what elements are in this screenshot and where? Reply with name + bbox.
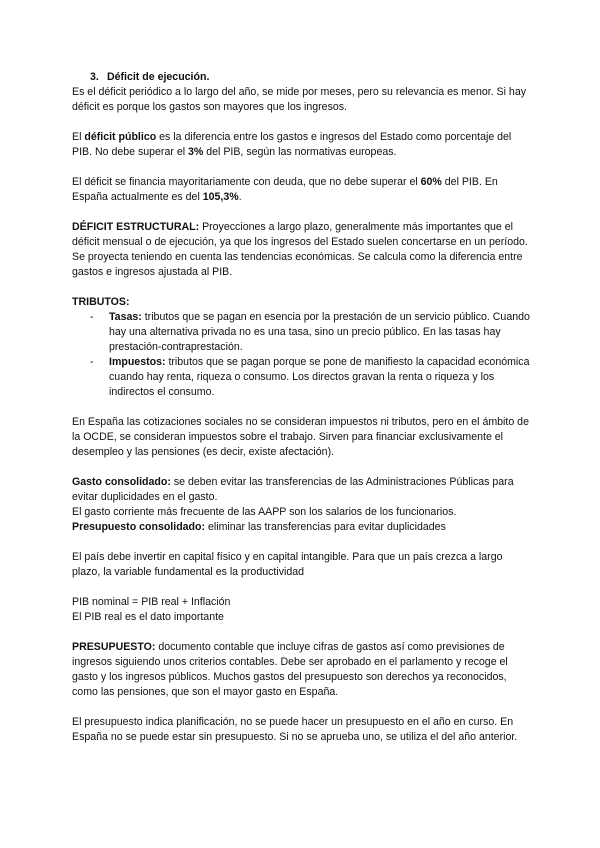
text: El déficit se financia mayoritariamente con deuda, que no debe superar el bbox=[72, 176, 421, 188]
term-tasas: Tasas: bbox=[109, 311, 142, 323]
paragraph-deficit-publico bbox=[72, 130, 532, 160]
term-deficit-estructural: DÉFICIT ESTRUCTURAL: bbox=[72, 221, 200, 233]
section-heading bbox=[72, 70, 532, 85]
paragraph-gasto-consolidado bbox=[72, 475, 532, 505]
value-105-percent: 105,3% bbox=[202, 191, 239, 203]
paragraph-capital: El país debe invertir en capital físico y en capital intangible. Para que un país crezca a largo plazo, la variable fundamental es la productividad bbox=[72, 551, 503, 578]
text: documento contable que incluye cifras de gastos así como previsiones de ingresos siguiendo unos criterios contables. Debe ser aprobado en el parlamento y recoge el gasto y los ingresos públicos. Muchos gastos del presupuesto son derechos ya reconocidos, como las pensiones, que son el mayor gasto en España. bbox=[72, 641, 508, 698]
text: eliminar las transferencias para evitar duplicidades bbox=[205, 521, 446, 533]
list-item-impuestos bbox=[72, 355, 532, 400]
term-presupuesto-consolidado: Presupuesto consolidado: bbox=[72, 521, 206, 533]
text: tributos que se pagan porque se pone de manifiesto la capacidad económica cuando hay renta, riqueza o consumo. Los directos gravan la renta o riqueza y los indirectos el consumo. bbox=[109, 356, 530, 398]
term-tributos: TRIBUTOS: bbox=[72, 296, 130, 308]
text: . bbox=[238, 191, 242, 203]
paragraph-financiacion bbox=[72, 175, 532, 205]
section-title: Déficit de ejecución. bbox=[106, 71, 210, 83]
paragraph-planificacion: El presupuesto indica planificación, no se puede hacer un presupuesto en el año en curso. En España no se puede estar sin presupuesto. Si no se aprueba uno, se utiliza el del año anterior. bbox=[72, 716, 518, 743]
dash-bullet-icon: - bbox=[90, 311, 94, 323]
text: del PIB. En España actualmente es del bbox=[72, 176, 498, 203]
paragraph-presupuesto-consolidado bbox=[72, 520, 532, 535]
pib-formula: PIB nominal = PIB real + Inflación bbox=[72, 596, 231, 608]
term-gasto-consolidado: Gasto consolidado: bbox=[72, 476, 171, 488]
paragraph-cotizaciones: En España las cotizaciones sociales no se consideran impuestos ni tributos, pero en el ámbito de la OCDE, se consideran impuestos sobre el trabajo. Sirven para financiar exclusivamente el desempleo y las pensiones (es decir, existe afectación). bbox=[72, 416, 529, 458]
text: se deben evitar las transferencias de las Administraciones Públicas para evitar duplicidades en el gasto. bbox=[72, 476, 514, 503]
term-impuestos: Impuestos: bbox=[109, 356, 166, 368]
value-60-percent: 60% bbox=[420, 176, 442, 188]
term-deficit-publico: déficit público bbox=[84, 131, 157, 143]
text: del PIB, según las normativas europeas. bbox=[203, 146, 397, 158]
text: es la diferencia entre los gastos e ingresos del Estado como porcentaje del PIB. No debe superar el bbox=[72, 131, 512, 158]
text: Proyecciones a largo plazo, generalmente más importantes que el déficit mensual o de ejecución, ya que los ingresos del Estado suelen concertarse en un período. Se proyecta teniendo en cuenta las tendencias económicas. Se calcula como la diferencia entre gastos e ingresos ajustada al PIB. bbox=[72, 221, 528, 278]
term-presupuesto: PRESUPUESTO: bbox=[72, 641, 156, 653]
tributos-title bbox=[72, 295, 532, 310]
dash-bullet-icon: - bbox=[90, 356, 94, 368]
section-number: 3. bbox=[90, 71, 99, 83]
value-3-percent: 3% bbox=[188, 146, 204, 158]
text: tributos que se pagan en esencia por la prestación de un servicio público. Cuando hay una alternativa privada no es una tasa, sino un precio público. En las tasas hay prestación-contraprestación. bbox=[109, 311, 530, 353]
paragraph-deficit-estructural bbox=[72, 220, 532, 280]
paragraph-deficit-periodico: Es el déficit periódico a lo largo del año, se mide por meses, pero su relevancia es menor. Si hay déficit es porque los gastos son mayores que los ingresos. bbox=[72, 86, 527, 113]
pib-note: El PIB real es el dato importante bbox=[72, 611, 224, 623]
list-item-tasas bbox=[72, 310, 532, 355]
paragraph-presupuesto bbox=[72, 640, 532, 700]
document-page bbox=[72, 70, 532, 745]
text: El bbox=[72, 131, 85, 143]
tributos-list bbox=[72, 310, 532, 400]
paragraph-gasto-corriente: El gasto corriente más frecuente de las AAPP son los salarios de los funcionarios. bbox=[72, 506, 457, 518]
